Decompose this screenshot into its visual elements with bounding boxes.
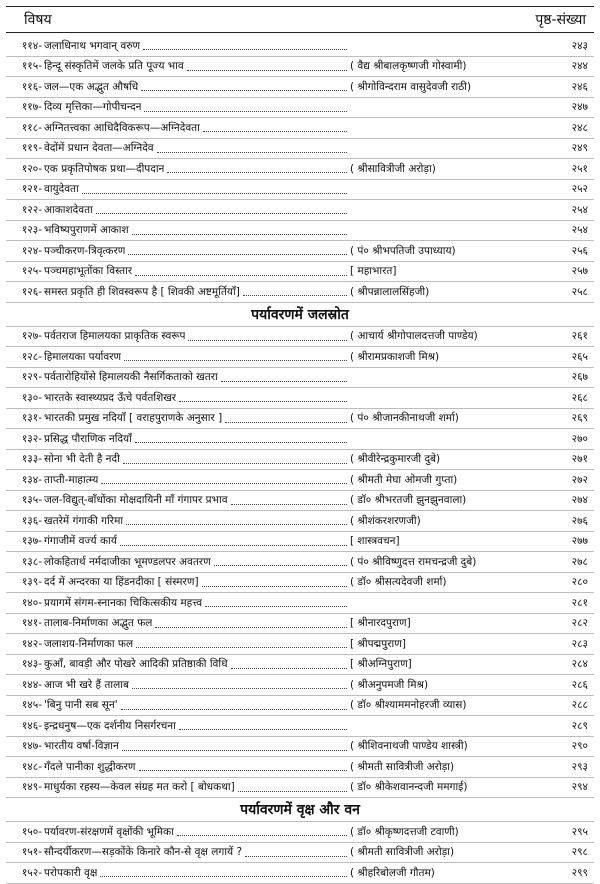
entry-page: २५२	[571, 183, 588, 196]
entry-author: [ श्रीपद्मपुराण]	[350, 637, 406, 650]
entry-author: ( पं० श्रीभपतिजी उपाध्याय)	[350, 244, 456, 257]
entry-page: २६५	[571, 350, 588, 363]
list-item	[6, 57, 594, 78]
entry-author: ( श्रीवीरेन्द्रकुमारजी दुबे)	[350, 453, 441, 466]
list-item	[6, 388, 594, 409]
entry-number: १५०-	[21, 825, 42, 838]
entry-page: २६८	[571, 391, 588, 404]
list-item	[6, 470, 594, 491]
list-item	[6, 532, 594, 553]
entry-number: १४५-	[21, 699, 42, 712]
list-item	[6, 409, 594, 430]
entry-number: १२५-	[21, 265, 42, 278]
entry-author: ( पं० श्रीविष्णुदत्त रामचन्द्रजी दुबे)	[350, 555, 477, 568]
entry-page: २५६	[571, 244, 588, 257]
entry-page: २७०	[571, 432, 588, 445]
entry-number: १२९-	[21, 371, 42, 384]
entry-page: २९५	[571, 825, 588, 838]
dot-leader	[188, 340, 347, 341]
list-item	[6, 159, 594, 180]
list-item	[6, 327, 594, 348]
entry-title: भारतके स्वास्थ्यप्रद ऊँचे पर्वतशिखर	[44, 391, 177, 404]
list-item	[6, 737, 594, 758]
entry-number: ११४-	[21, 39, 42, 52]
list-item	[6, 696, 594, 717]
entry-page: २७६	[571, 514, 588, 527]
entry-page: २८९	[571, 719, 588, 732]
entry-page: २७२	[571, 473, 588, 486]
entry-number: ११८-	[21, 121, 42, 134]
entry-title: पर्वतारोहियोंसे हिमालयकी नैसर्गिकताको खतरा	[44, 371, 218, 384]
entry-title: इन्द्रधनुष—एक दर्शनीय निसर्गरचना	[44, 719, 176, 732]
entry-page: २४३	[571, 39, 588, 52]
list-item	[6, 511, 594, 532]
entry-page: २९९	[571, 866, 588, 879]
dot-leader	[187, 70, 347, 71]
dot-leader	[167, 172, 347, 173]
entry-title: जल—एक अद्भुत औषधि	[44, 80, 139, 93]
entry-page: २४८	[571, 121, 588, 134]
list-item	[6, 282, 594, 303]
entry-number: १३४-	[21, 473, 42, 486]
dot-leader	[120, 545, 347, 546]
entry-number: १२१-	[21, 183, 42, 196]
entry-page: २८८	[571, 699, 588, 712]
entry-author: ( डॉ० श्रीश्याममनोहरजी व्यास)	[350, 699, 467, 712]
list-item	[6, 77, 594, 98]
dot-leader	[155, 627, 347, 628]
dot-leader	[245, 856, 347, 857]
entry-number: १२०-	[21, 162, 42, 175]
entry-number: १३७-	[21, 535, 42, 548]
list-item	[6, 614, 594, 635]
entry-author: [ श्रीनारदपुराण]	[350, 617, 411, 630]
entry-page: २४९	[571, 142, 588, 155]
entry-number: १५२-	[21, 866, 42, 879]
list-item	[6, 429, 594, 450]
dot-leader	[243, 295, 347, 296]
entry-title: तालाब-निर्माणका अद्भुत फल	[44, 617, 153, 630]
dot-leader	[231, 504, 347, 505]
entry-author: ( डॉ० श्रीभरतजी झुनझुनवाला)	[350, 494, 467, 507]
dot-leader	[128, 254, 347, 255]
entry-number: १४७-	[21, 740, 42, 753]
list-item	[6, 262, 594, 283]
entry-title: खतरेमें गंगाकी गरिमा	[44, 514, 124, 527]
entry-page: २९८	[571, 846, 588, 859]
entry-page: २९४	[571, 781, 588, 794]
entry-page: २५४	[571, 203, 588, 216]
dot-leader	[124, 360, 347, 361]
dot-leader	[141, 90, 347, 91]
section-heading: पर्यावरणमें जलस्रोत	[6, 303, 594, 327]
entry-title: सोना भी देती है नदी	[44, 453, 120, 466]
entry-number: १४४-	[21, 678, 42, 691]
entry-title: एक प्रकृतिपोषक प्रथा—दीपदान	[44, 162, 165, 175]
entry-title: लोकहितार्थ नर्मदाजीका भूमण्डलपर अवतरण	[44, 555, 211, 568]
entry-number: १३६-	[21, 514, 42, 527]
entry-page: २४७	[571, 101, 588, 114]
entry-page: २७७	[571, 535, 588, 548]
entry-number: १४२-	[21, 637, 42, 650]
entry-number: ११५-	[21, 60, 42, 73]
entry-title: कुआँ, बावड़ी और पोखरे आदिकी प्रतिष्ठाकी विधि	[44, 658, 228, 671]
entry-number: १४६-	[21, 719, 42, 732]
entry-page: २८०	[571, 576, 588, 589]
entry-number: ११६-	[21, 80, 42, 93]
entry-number: १३९-	[21, 576, 42, 589]
entry-page: २५१	[571, 162, 588, 175]
list-item	[6, 450, 594, 471]
entry-title: अग्नितत्त्वका आधिदैविकरूप—अग्निदेवता	[44, 121, 200, 134]
entry-page: २७४	[571, 494, 588, 507]
entry-number: १२७-	[21, 330, 42, 343]
list-item	[6, 573, 594, 594]
table-header	[6, 6, 594, 33]
entry-page: २८२	[571, 617, 588, 630]
entry-author: ( श्रीसावित्रीजी अरोड़ा)	[350, 162, 436, 175]
dot-leader	[202, 586, 347, 587]
entry-title: वायुदेवता	[44, 183, 79, 196]
entry-page: २५८	[571, 285, 588, 298]
entry-title: प्रयागमें संगम-स्नानका चिकित्सकीय महत्त्व	[44, 596, 203, 609]
list-item	[6, 491, 594, 512]
entry-title: पर्यावरण-संरक्षणमें वृक्षोंकी भूमिका	[44, 825, 174, 838]
entry-number: १३३-	[21, 453, 42, 466]
entry-author: ( श्रीमती सावित्रीजी अरोड़ा)	[350, 846, 455, 859]
entry-title: हिमालयका पर्यावरण	[44, 350, 122, 363]
entry-page: २६७	[571, 371, 588, 384]
list-item	[6, 241, 594, 262]
list-item	[6, 221, 594, 242]
entry-number: १४१-	[21, 617, 42, 630]
entry-title: सौन्दर्यीकरण—सड़कोंके किनारे कौन-से वृक्ष लगायें ?	[44, 846, 243, 859]
list-item	[6, 368, 594, 389]
dot-leader	[205, 606, 347, 607]
entry-page: २७१	[571, 453, 588, 466]
entry-author: [ श्रीअग्निपुराण]	[350, 658, 412, 671]
entry-author: ( डॉ० श्रीकृष्णदत्तजी टवाणी)	[350, 825, 459, 838]
entry-page: २५४	[571, 224, 588, 237]
entry-author: ( पं० श्रीजानकीनाथजी शर्मा)	[350, 412, 459, 425]
entry-number: १२४-	[21, 244, 42, 257]
entry-number: १४०-	[21, 596, 42, 609]
list-item	[6, 347, 594, 368]
dot-leader	[132, 688, 347, 689]
entry-page: २९०	[571, 740, 588, 753]
entry-title: पर्वतराज हिमालयका प्राकृतिक स्वरूप	[44, 330, 186, 343]
entry-page: २८३	[571, 637, 588, 650]
dot-leader	[225, 422, 347, 423]
list-item	[6, 863, 594, 884]
dot-leader	[157, 152, 347, 153]
entry-author: ( श्रीहरिबोलजी गौतम)	[350, 866, 435, 879]
entry-page: २४४	[571, 60, 588, 73]
entry-author: ( श्रीगोविन्दराम वासुदेवजी राठी)	[350, 80, 472, 93]
page-count-heading: पृष्ठ-संख्या	[535, 12, 586, 28]
dot-leader	[135, 275, 347, 276]
section-heading: पर्यावरणमें वृक्ष और वन	[6, 798, 594, 822]
list-item	[6, 200, 594, 221]
entry-title: समस्त प्रकृति ही शिवस्वरूप है [ शिवकी अष्टमूर्तियाँ]	[44, 285, 240, 298]
list-item	[6, 98, 594, 119]
dot-leader	[238, 791, 347, 792]
list-item	[6, 822, 594, 843]
dot-leader	[231, 668, 347, 669]
entry-number: १३१-	[21, 412, 42, 425]
entry-number: १२२-	[21, 203, 42, 216]
entry-title: वेदोंमें प्रधान देवता—अग्निदेव	[44, 142, 154, 155]
list-item	[6, 180, 594, 201]
entry-title: हिन्दू संस्कृतिमें जलके प्रति पूज्य भाव	[44, 60, 184, 73]
dot-leader	[82, 193, 347, 194]
dot-leader	[143, 49, 347, 50]
entry-title: 'बिनु पानी सब सून'	[44, 699, 118, 712]
entry-author: ( आचार्य श्रीगोपालदत्तजी पाण्डेय)	[350, 330, 478, 343]
list-item	[6, 757, 594, 778]
entry-title: दिव्य मृत्तिका—गोपीचन्दन	[44, 101, 142, 114]
dot-leader	[132, 234, 347, 235]
entry-title: गँदले पानीका शुद्धीकरण	[44, 760, 136, 773]
dot-leader	[121, 709, 347, 710]
entry-title: आज भी खरे हैं तालाब	[44, 678, 129, 691]
entry-page: २६१	[571, 330, 588, 343]
entry-author: [ शास्त्रवचन]	[350, 535, 400, 548]
dot-leader	[101, 483, 347, 484]
entry-title: जलाधिनाथ भगवान् वरुण	[44, 39, 141, 52]
entry-title: प्रसिद्ध पौराणिक नदियाँ	[44, 432, 132, 445]
entry-number: १४९-	[21, 781, 42, 794]
entry-number: १३२-	[21, 432, 42, 445]
entry-number: १३५-	[21, 494, 42, 507]
dot-leader	[179, 401, 347, 402]
entry-page: २७८	[571, 555, 588, 568]
entry-title: भारतकी प्रमुख नदियाँ [ वराहपुराणके अनुसार ]	[44, 412, 223, 425]
entry-number: १२८-	[21, 350, 42, 363]
entry-number: १४८-	[21, 760, 42, 773]
entry-author: ( श्रीशिवनाथजी पाण्डेय शास्त्री)	[350, 740, 468, 753]
entry-number: १३०-	[21, 391, 42, 404]
entry-author: ( श्रीशंकरशरणजी)	[350, 514, 421, 527]
entry-author: ( श्रीमती सावित्रीजी अरोड़ा)	[350, 760, 455, 773]
entry-number: १३८-	[21, 555, 42, 568]
entry-number: ११७-	[21, 101, 42, 114]
entry-page: २८६	[571, 678, 588, 691]
dot-leader	[126, 524, 347, 525]
list-item	[6, 593, 594, 614]
entry-author: ( श्रीरामप्रकाशजी मिश्र)	[350, 350, 440, 363]
entry-author: ( श्रीमती मेघा ओमजी गुप्ता)	[350, 473, 458, 486]
dot-leader	[122, 750, 347, 751]
entry-title: जल-विद्युत्-बाँधोंका मोक्षदायिनी माँ गंगापर प्रभाव	[44, 494, 228, 507]
dot-leader	[177, 835, 347, 836]
entry-number: ११९-	[21, 142, 42, 155]
entry-page: २८४	[571, 658, 588, 671]
dot-leader	[100, 876, 347, 877]
dot-leader	[135, 442, 347, 443]
entry-title: भारतीय वर्षा-विज्ञान	[44, 740, 119, 753]
entry-number: १२६-	[21, 285, 42, 298]
dot-leader	[136, 647, 347, 648]
entry-page: २६९	[571, 412, 588, 425]
entry-title: ताप्ती-माहात्म्य	[44, 473, 99, 486]
list-item	[6, 778, 594, 799]
dot-leader	[221, 381, 347, 382]
entry-page: २५७	[571, 265, 588, 278]
entry-number: १५१-	[21, 846, 42, 859]
entry-number: १२३-	[21, 224, 42, 237]
entry-author: ( श्रीपन्नालालसिंहजी)	[350, 285, 430, 298]
list-item	[6, 139, 594, 160]
list-item	[6, 655, 594, 676]
dot-leader	[144, 111, 347, 112]
list-item	[6, 675, 594, 696]
dot-leader	[214, 565, 347, 566]
entry-title: आकाशदेवता	[44, 203, 93, 216]
list-item	[6, 843, 594, 864]
entry-title: गंगाजीमें वर्ज्य कार्य	[44, 535, 117, 548]
entry-author: ( डॉ० श्रीकेशवानन्दजी ममगाई)	[350, 781, 468, 794]
entry-title: जलाशय-निर्माणका फल	[44, 637, 134, 650]
dot-leader	[123, 463, 347, 464]
contents-list	[6, 36, 594, 879]
list-item	[6, 716, 594, 737]
entry-page: २९३	[571, 760, 588, 773]
dot-leader	[96, 213, 347, 214]
entry-page: २८१	[571, 596, 588, 609]
entry-title: पञ्चमहाभूतोंका विस्तार	[44, 265, 133, 278]
list-item	[6, 634, 594, 655]
entry-title: माधुर्यका रहस्य—केवल संग्रह मत करो [ बोधकथा]	[44, 781, 235, 794]
list-item	[6, 552, 594, 573]
entry-page: २४६	[571, 80, 588, 93]
entry-author: ( डॉ० श्रीसत्यदेवजी शर्मा)	[350, 576, 447, 589]
entry-author: ( वैद्य श्रीबालकृष्णजी गोस्वामी)	[350, 60, 467, 73]
subject-heading: विषय	[24, 12, 52, 28]
entry-author: [ महाभारत]	[350, 265, 397, 278]
dot-leader	[139, 770, 348, 771]
list-item	[6, 36, 594, 57]
entry-number: १४३-	[21, 658, 42, 671]
entry-title: दर्द में अन्दरका या हिंडनदीका [ संस्मरण]	[44, 576, 199, 589]
entry-title: भविष्यपुराणमें आकाश	[44, 224, 129, 237]
entry-title: पञ्चीकरण-त्रिवृत्करण	[44, 244, 126, 257]
list-item	[6, 118, 594, 139]
entry-title: परोपकारी वृक्ष	[44, 866, 98, 879]
entry-author: ( श्रीअनुपमजी मिश्र)	[350, 678, 429, 691]
dot-leader	[179, 729, 347, 730]
dot-leader	[203, 131, 347, 132]
